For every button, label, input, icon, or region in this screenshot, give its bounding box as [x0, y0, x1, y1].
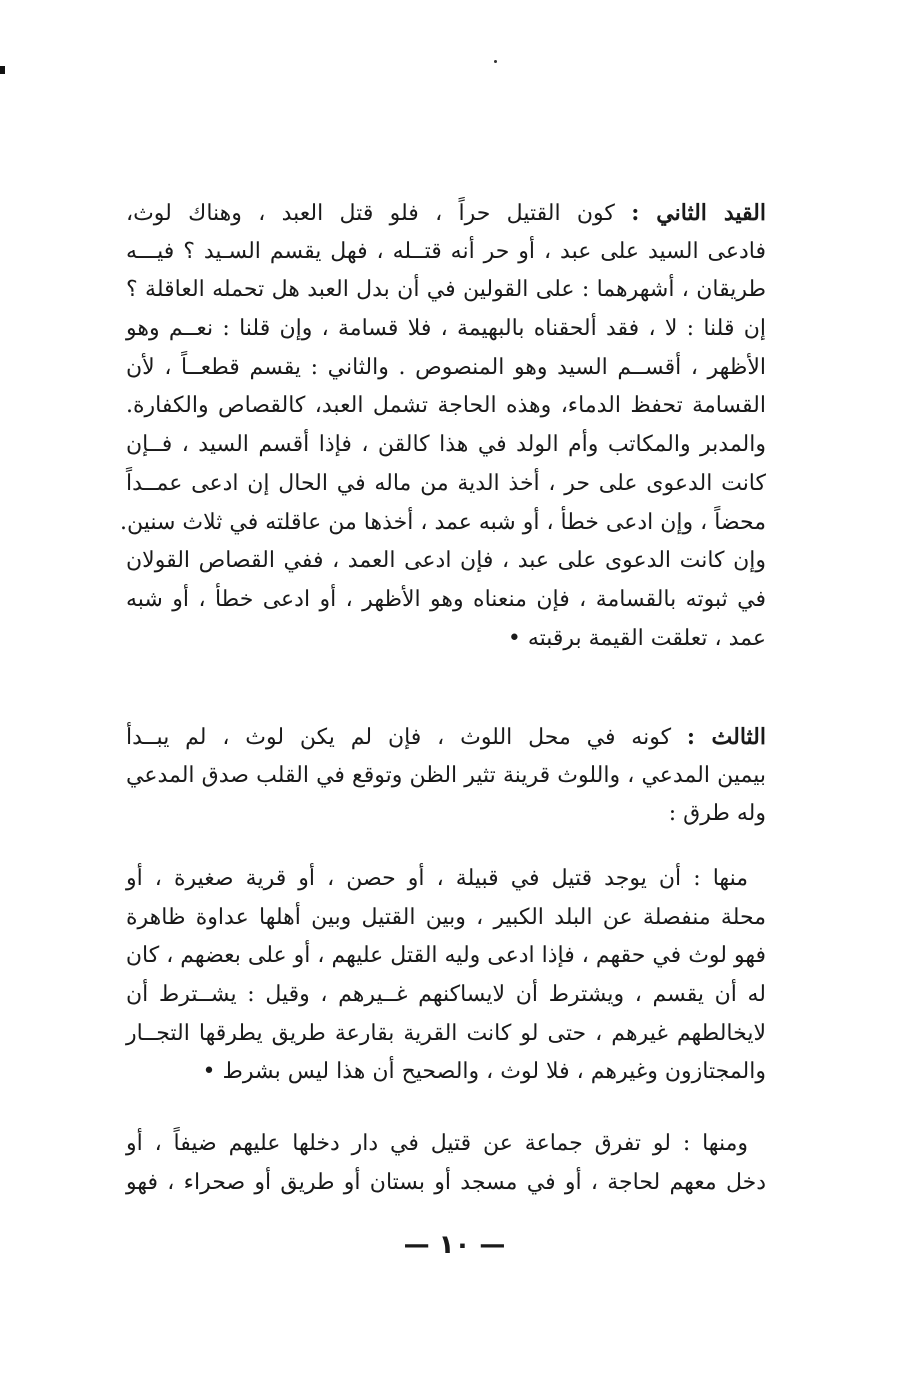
margin-mark [0, 66, 5, 74]
paragraph-line: بيمين المدعي ، واللوث قرينة تثير الظن وتوقع في القلب صدق المدعي [126, 762, 766, 788]
line-text: كونه في محل اللوث ، فإن لم يكن لوث ، لم يبــدأ [126, 725, 672, 750]
ink-dot [494, 60, 497, 63]
paragraph-line: والمجتازون وغيرهم ، فلا لوث ، والصحيح أن هذا ليس بشرط • [202, 1059, 766, 1085]
paragraph-line: محلة منفصلة عن البلد الكبير ، وبين القتيل وبين أهلها عداوة ظاهرة [126, 904, 766, 930]
paragraph-line: إن قلنا : لا ، فقد ألحقناه بالبهيمة ، فلا قسامة ، وإن قلنا : نعــم وهو [126, 316, 766, 342]
paragraph-line: له أن يقسم ، ويشترط أن لايساكنهم غــيرهم ، وقيل : يشــترط أن [126, 982, 766, 1008]
paragraph-line: محضاً ، وإن ادعى خطأ ، أو شبه عمد ، أخذها من عاقلته في ثلاث سنين. [119, 509, 766, 535]
paragraph-line: كانت الدعوى على حر ، أخذ الدية من ماله في الحال إن ادعى عمــداً [126, 470, 766, 496]
paragraph-line: القسامة تحفظ الدماء، وهذه الحاجة تشمل العبد، كالقصاص والكفارة. [126, 393, 766, 419]
paragraph-line: فهو لوث في حقهم ، فإذا ادعى وليه القتل عليهم ، أو على بعضهم ، كان [125, 943, 766, 969]
section-heading: الثالث : [686, 724, 766, 750]
paragraph-line: وإن كانت الدعوى على عبد ، فإن ادعى العمد ، ففي القصاص القولان [126, 548, 766, 574]
section-second-condition [119, 194, 767, 658]
page-number: — ١٠ — [403, 1230, 506, 1260]
paragraph-line: دخل معهم لحاجة ، أو في مسجد أو بستان أو طريق أو صحراء ، فهو [126, 1169, 766, 1195]
paragraph-line: طريقان ، أشهرهما : على القولين في أن بدل العبد هل تحمله العاقلة ؟ [126, 277, 766, 303]
paragraph-line: لايخالطهم غيرهم ، حتى لو كانت القرية بقارعة طريق يطرقها التجــار [126, 1020, 766, 1046]
paragraph-line: عمد ، تعلقت القيمة برقبته • [507, 625, 766, 651]
paragraph-line: الأظهر ، أقســم السيد وهو المنصوص . والثاني : يقسم قطعــاً ، لأن [126, 354, 766, 380]
paragraph-line: في ثبوته بالقسامة ، فإن منعناه وهو الأظهر ، أو ادعى خطأ ، أو شبه [126, 586, 766, 612]
paragraph-second-way [126, 1125, 766, 1202]
line-text: كون القتيل حراً ، فلو قتل العبد ، وهناك لوث، [126, 201, 615, 226]
section-third-condition [126, 718, 766, 834]
paragraph-first-way [126, 860, 766, 1092]
paragraph-line: فادعى السيد على عبد ، أو حر أنه قتــله ، فهل يقسم السـيد ؟ فيـــه [126, 238, 766, 264]
paragraph-line: والمدبر والمكاتب وأم الولد في هذا كالقن ، فإذا أقسم السيد ، فــإن [126, 432, 766, 458]
paragraph-line: ومنها : لو تفرق جماعة عن قتيل في دار دخلها عليهم ضيفاً ، أو [126, 1131, 748, 1156]
section-heading: القيد الثاني : [631, 200, 767, 226]
paragraph-line [126, 718, 766, 757]
paragraph-line: منها : أن يوجد قتيل في قبيلة ، أو حصن ، أو قرية صغيرة ، أو [126, 866, 748, 891]
paragraph-line [126, 194, 766, 233]
paragraph-line: وله طرق : [668, 801, 766, 827]
